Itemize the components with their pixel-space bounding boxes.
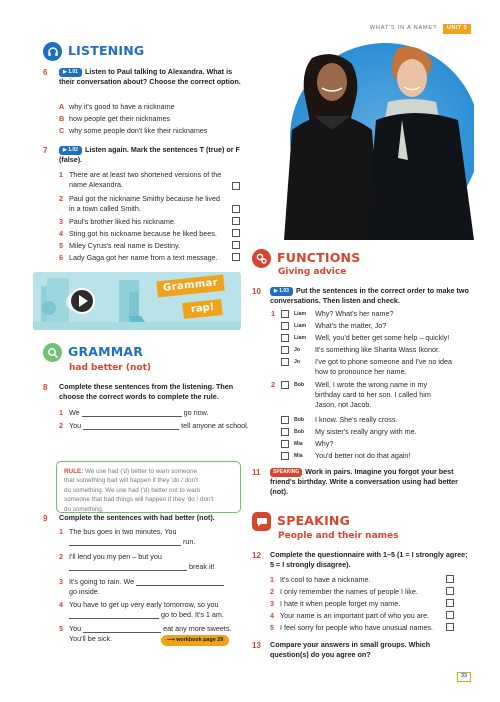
audio-track-button[interactable]: ▶ 1.03 (270, 287, 293, 296)
gap-sentence: 2 You tell anyone at school. (59, 421, 249, 430)
conversation-number: 1 (271, 309, 276, 318)
answer-blank[interactable] (136, 578, 224, 586)
exercise-instruction: ▶ 1.02 Listen again. Mark the sentences T (true) or F (false). (59, 145, 240, 164)
speaking-tag: SPEAKING (270, 468, 302, 477)
order-box[interactable] (281, 322, 289, 330)
photo-two-friends (252, 40, 474, 240)
rap-title-2: rap! (182, 299, 223, 319)
tf-checkbox[interactable] (232, 182, 240, 190)
magnifier-icon (43, 343, 62, 362)
exercise-number: 7 (43, 146, 48, 155)
order-box[interactable] (281, 310, 289, 318)
exercise-instruction: ▶ 1.01 Listen to Paul talking to Alexandra. What is their conversation about? Choose the correct option. (59, 67, 241, 86)
tf-checkbox[interactable] (232, 229, 240, 237)
speech-bubble-icon (252, 512, 271, 531)
section-subtitle: had better (not) (69, 363, 152, 373)
unit-badge: UNIT 3 (443, 24, 471, 34)
option-c[interactable]: C why some people don't like their nicknames (59, 126, 208, 135)
tf-checkbox[interactable] (232, 217, 240, 225)
speaker-label: Liam (294, 335, 307, 341)
conversation-number: 2 (271, 380, 276, 389)
speaker-label: Mia (294, 441, 303, 447)
listening-heading (43, 42, 144, 61)
exercise-number: 12 (252, 551, 261, 560)
section-subtitle: People and their names (278, 531, 399, 541)
speaker-label: Jo (294, 347, 301, 353)
order-box[interactable] (281, 452, 289, 460)
gap-sentence: 4 You have to get up very early tomorrow, so you go to bed. It's 1 am. (59, 600, 224, 619)
questionnaire-item: 1 It's cool to have a nickname. (270, 575, 371, 584)
answer-blank[interactable] (83, 625, 161, 633)
headphones-icon (43, 42, 62, 61)
rule-line: that something bad will happen if they 'do / don't (64, 477, 199, 485)
page-number: 33 (457, 672, 471, 682)
questionnaire-item: 3 I hate it when people forget my name. (270, 599, 401, 608)
exercise-number: 13 (252, 641, 261, 650)
order-box[interactable] (281, 440, 289, 448)
chapter-title: WHAT'S IN A NAME? (369, 25, 437, 31)
rule-label: RULE: (64, 468, 84, 475)
gap-sentence: 3 It's going to rain. We go inside. (59, 577, 224, 597)
rating-box[interactable] (446, 575, 454, 583)
dialogue-line: Well, I wrote the wrong name in my birthday card to her son. I called him Jason, not Jacob. (315, 380, 431, 409)
section-subtitle: Giving advice (278, 267, 347, 277)
answer-blank[interactable] (69, 611, 159, 619)
exercise-number: 8 (43, 383, 48, 392)
order-box[interactable] (281, 334, 289, 342)
option-a[interactable]: A why it's good to have a nickname (59, 102, 175, 111)
tf-item: 2 Paul got the nickname Smithy because he lived in a town called Smith. (59, 194, 221, 213)
tf-checkbox[interactable] (232, 253, 240, 261)
dialogue-line: I've got to phone someone and I've no idea how to pronounce her name. (315, 357, 453, 376)
speaker-label: Mia (294, 453, 303, 459)
tf-checkbox[interactable] (232, 241, 240, 249)
rating-box[interactable] (446, 599, 454, 607)
gap-sentence: 2 I'll lend you my pen – but you break it! (59, 552, 215, 571)
tf-item: 4 Sting got his nickname because he liked bees. (59, 229, 217, 238)
exercise-number: 6 (43, 68, 48, 77)
gap-sentence: 1 The bus goes in two minutes. You run. (59, 527, 196, 546)
exercise-number: 9 (43, 514, 48, 523)
gap-sentence: 5 You eat any more sweets. You'll be sick. (59, 624, 232, 643)
tf-checkbox[interactable] (232, 205, 240, 213)
gears-icon (252, 249, 271, 268)
rating-box[interactable] (446, 587, 454, 595)
order-box[interactable] (281, 428, 289, 436)
answer-blank[interactable] (69, 538, 181, 546)
exercise-instruction: Complete the sentences with had better (not). (59, 513, 215, 522)
dialogue-line: You'd better not do that again! (315, 451, 411, 460)
arrow-right-icon: ⟶ (167, 637, 175, 643)
rule-line: do something. (64, 505, 104, 513)
section-title: FUNCTIONS (277, 250, 361, 266)
dialogue-line: Why? What's her name? (315, 309, 394, 318)
order-box[interactable] (281, 381, 289, 389)
exercise-instruction: Complete these sentences from the listening. Then choose the correct words to complete the rule. (59, 382, 234, 401)
dialogue-line: Why? (315, 439, 334, 448)
dialogue-line: What's the matter, Jo? (315, 321, 387, 330)
dialogue-line: My sister's really angry with me. (315, 427, 417, 436)
answer-blank[interactable] (83, 422, 179, 430)
order-box[interactable] (281, 416, 289, 424)
speaker-label: Liam (294, 311, 307, 317)
rap-title-1: Grammar (156, 275, 224, 297)
page-header (370, 24, 471, 34)
exercise-instruction: ▶ 1.03 Put the sentences in the correct order to make two conversations. Then listen and check. (270, 286, 469, 305)
speaker-label: Bob (294, 429, 305, 435)
rule-line: We use had ('d) better to warn someone (85, 468, 198, 475)
gap-sentence: 1 We go now. (59, 408, 209, 417)
exercise-number: 10 (252, 287, 261, 296)
questionnaire-item: 2 I only remember the names of people I like. (270, 587, 418, 596)
audio-track-button[interactable]: ▶ 1.02 (59, 146, 82, 155)
play-button[interactable] (69, 288, 95, 314)
order-box[interactable] (281, 358, 289, 366)
speaker-label: Bob (294, 382, 305, 388)
grammar-rap-video[interactable] (33, 272, 241, 330)
workbook-link[interactable]: ⟶ workbook page 29 (161, 635, 229, 646)
option-b[interactable]: B how people get their nicknames (59, 114, 171, 123)
section-title: SPEAKING (277, 513, 351, 529)
speaker-label: Bob (294, 417, 305, 423)
tf-item: 5 Miley Cyrus's real name is Destiny. (59, 241, 181, 250)
speaker-label: Liam (294, 323, 307, 329)
rule-box (56, 461, 241, 513)
dialogue-line: I know. She's really cross. (315, 415, 398, 424)
exercise-instruction: SPEAKING Work in pairs. Imagine you forgot your best friend's birthday. Write a conversation using had better (not). (270, 467, 458, 496)
tf-item: 1 There are at least two shortened versions of the name Alexandra. (59, 170, 222, 189)
questionnaire-item: 5 I feel sorry for people who have unusual names. (270, 623, 434, 632)
speaking-heading (252, 512, 350, 531)
dialogue-line: Well, you'd better get some help – quickly! (315, 333, 450, 342)
answer-blank[interactable] (69, 563, 187, 571)
exercise-instruction: Compare your answers in small groups. Which question(s) do you agree on? (270, 640, 431, 659)
questionnaire-item: 4 Your name is an important part of who you are. (270, 611, 430, 620)
order-box[interactable] (281, 346, 289, 354)
rating-box[interactable] (446, 623, 454, 631)
rating-box[interactable] (446, 611, 454, 619)
rule-line: do something. We use had ('d) better not to warn (64, 486, 201, 494)
section-title: LISTENING (68, 43, 145, 59)
answer-blank[interactable] (82, 409, 182, 417)
exercise-number: 11 (252, 468, 261, 477)
play-icon (79, 295, 88, 307)
dialogue-line: It's something like Sharita Wass Ikonor. (315, 345, 440, 354)
speaker-label: Jo (294, 359, 301, 365)
rule-line: someone that bad things will happen if they 'do / don't (64, 496, 214, 504)
audio-track-button[interactable]: ▶ 1.01 (59, 68, 82, 77)
tf-item: 6 Lady Gaga got her name from a text message. (59, 253, 218, 262)
grammar-heading (43, 343, 143, 362)
exercise-instruction: Complete the questionnaire with 1–5 (1 = I strongly agree; 5 = I strongly disagree). (270, 550, 468, 569)
tf-item: 3 Paul's brother liked his nickname. (59, 217, 176, 226)
section-title: GRAMMAR (68, 344, 144, 360)
